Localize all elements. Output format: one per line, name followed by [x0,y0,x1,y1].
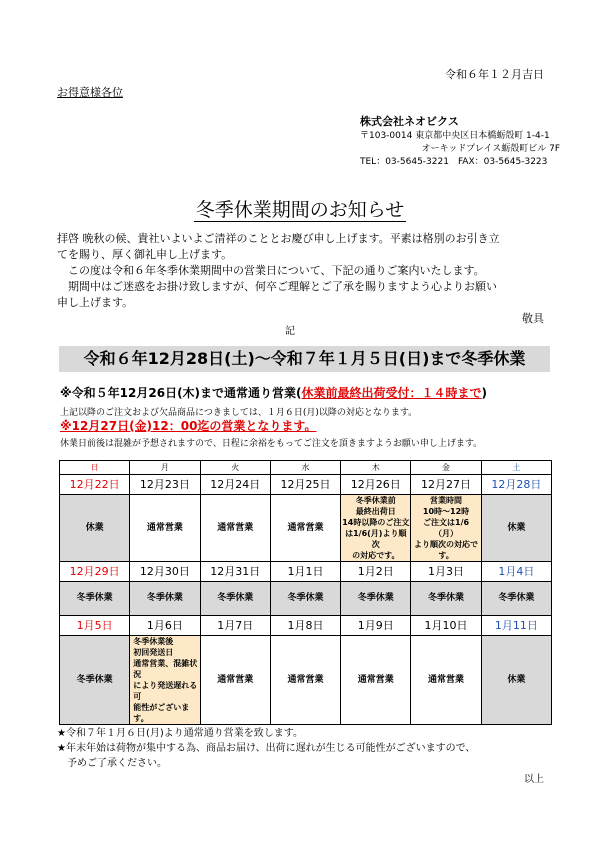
company-address-1: 〒103-0014 東京都中央区日本橋蛎殻町 1-4-1 [360,131,550,141]
status-cell-first-ship: 冬季休業後 初回発送日 通常営業、混雑状況 により発送遅れる可 能性がございます。 [130,636,200,725]
notice-after-orders: 上記以降のご注文および欠品商品につきましては、１月６日(月)以降の対応となります。 [60,408,418,418]
date-cell: 12月26日 [341,475,411,495]
weekday-fri: 金 [411,461,481,475]
status-cell: 冬季休業 [60,636,130,725]
date-cell: 12月30日 [130,562,200,582]
status-cell: 通常営業 [341,636,411,725]
notice-congestion: 休業日前後は混雑が予想されますので、日程に余裕をもってご注文を頂きますようお願い申し上げます。 [60,439,483,449]
document-date: 令和６年１２月吉日 [445,68,544,81]
body-text [57,231,557,311]
date-cell: 12月29日 [60,562,130,582]
body-line: 期間中はご迷惑をお掛け致しますが、何卒ご理解とご了承を賜りますよう心よりお願い [57,280,497,293]
status-cell: 休業 [60,495,130,562]
date-cell: 1月8日 [270,616,340,636]
date-cell: 1月5日 [60,616,130,636]
status-cell: 休業 [481,636,551,725]
status-cell: 冬季休業 [200,582,270,616]
weekday-thu: 木 [341,461,411,475]
date-cell: 1月4日 [481,562,551,582]
status-cell-last-ship: 冬季休業前 最終出荷日 14時以降のご注文 は1/6(月)より順次 の対応です。 [342,496,410,560]
date-cell: 12月23日 [130,475,200,495]
date-cell: 1月10日 [411,616,481,636]
week1-status [60,495,552,562]
body-line: この度は令和６年冬季休業期間中の営業日について、下記の通りご案内いたします。 [57,264,485,277]
ijo: 以上 [524,774,544,785]
date-cell: 1月9日 [341,616,411,636]
status-cell: 冬季休業 [270,582,340,616]
company-contact: TEL：03-5645-3221 FAX：03-5645-3223 [360,157,548,167]
body-line: 申し上げます。 [57,296,134,309]
status-cell: 通常営業 [411,636,481,725]
notice-dec27: ※12月27日(金)12：00迄の営業となります。 [60,419,317,433]
company-address-2: オーキッドプレイス蛎殻町ビル 7F [421,144,560,154]
footer-line: 予めご了承ください。 [57,758,167,769]
footer-notes [57,726,557,771]
status-cell-short-hours: 営業時間 10時～12時 ご注文は1/6（月） より順次の対応で す。 [411,495,481,562]
weekday-sat: 土 [481,461,551,475]
body-line: てを賜り、厚く御礼申し上げます。 [57,248,233,261]
week3-status [60,636,552,725]
document-title: 冬季休業期間のお知らせ [195,199,405,221]
status-cell: 通常営業 [270,495,340,562]
status-cell: 冬季休業 [130,582,200,616]
date-cell: 12月31日 [200,562,270,582]
date-cell: 12月24日 [200,475,270,495]
weekday-sun: 日 [60,461,130,475]
weekday-mon: 月 [130,461,200,475]
week1-dates [60,475,552,495]
week2-status [60,582,552,616]
weekday-tue: 火 [200,461,270,475]
status-cell: 通常営業 [200,636,270,725]
status-cell: 冬季休業 [411,582,481,616]
holiday-banner: 令和６年12月28日(土)～令和７年１月５日(日)まで冬季休業 [59,346,550,372]
status-cell: 休業 [481,495,551,562]
keigu: 敬具 [522,312,544,325]
footer-line: ★年末年始は荷物が集中する為、商品お届け、出荷に遅れが生じる可能性がございますので、 [57,743,476,754]
ki-heading: 記 [285,326,295,337]
date-cell: 1月6日 [130,616,200,636]
status-cell: 冬季休業 [481,582,551,616]
status-cell: 冬季休業 [60,582,130,616]
notice-last-business: ※令和５年12月26日(木)まで通常通り営業(休業前最終出荷受付：１４時まで) [60,386,488,400]
weekday-row [60,461,552,475]
addressee: お得意様各位 [57,86,123,99]
date-cell: 12月25日 [270,475,340,495]
date-cell: 12月27日 [411,475,481,495]
date-cell: 1月7日 [200,616,270,636]
company-block [360,115,560,169]
status-cell: 通常営業 [200,495,270,562]
body-line: 拝啓 晩秋の候、貴社いよいよご清祥のこととお慶び申し上げます。平素は格別のお引き立 [57,232,500,245]
date-cell: 1月3日 [411,562,481,582]
holiday-calendar [59,460,552,725]
company-name: 株式会社ネオビクス [360,115,459,128]
week2-dates [60,562,552,582]
date-cell: 1月1日 [270,562,340,582]
status-cell: 通常営業 [270,636,340,725]
date-cell: 1月2日 [341,562,411,582]
date-cell: 12月28日 [481,475,551,495]
date-cell: 12月22日 [60,475,130,495]
weekday-wed: 水 [270,461,340,475]
footer-line: ★令和７年１月６日(月)より通常通り営業を致します。 [57,728,303,739]
week3-dates [60,616,552,636]
status-cell: 通常営業 [130,495,200,562]
date-cell: 1月11日 [481,616,551,636]
status-cell: 冬季休業 [341,582,411,616]
